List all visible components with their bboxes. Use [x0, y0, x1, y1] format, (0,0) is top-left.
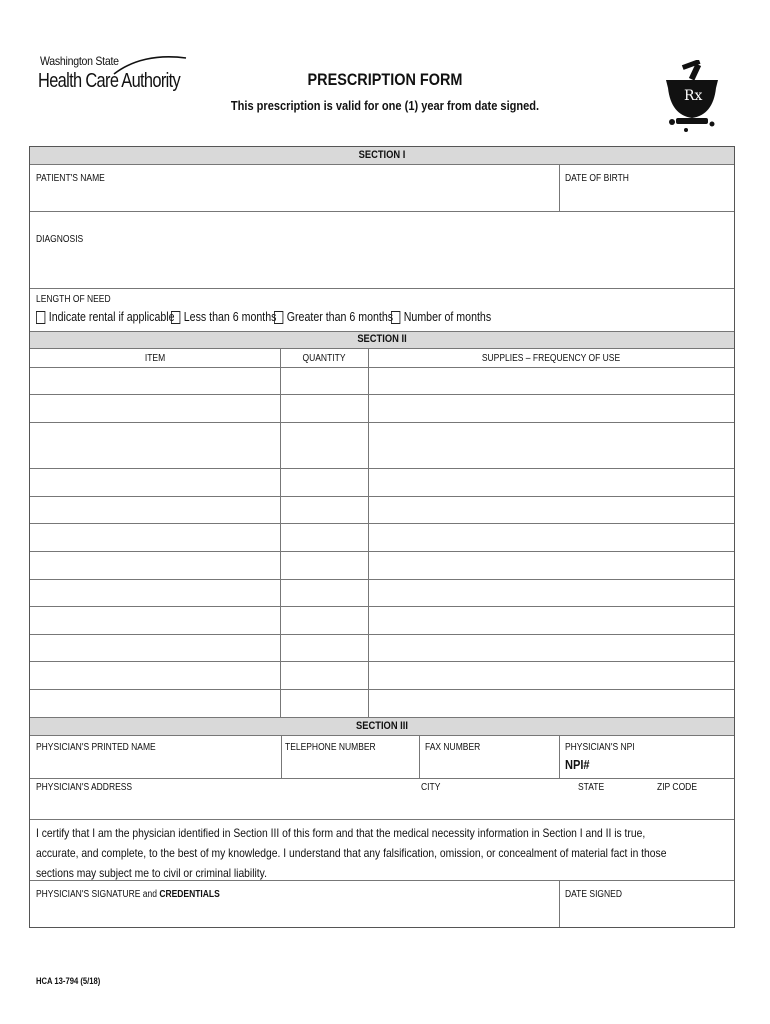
column-item: ITEM — [144, 353, 166, 364]
logo-agency-text: Health Care Authority — [38, 70, 181, 92]
option-rental-label: Indicate rental if applicable — [48, 310, 175, 324]
patient-name-field[interactable] — [30, 165, 559, 211]
table-row[interactable] — [30, 395, 734, 422]
option-greater-label: Greater than 6 months — [286, 310, 394, 324]
rental-checkbox[interactable] — [36, 311, 45, 324]
prescription-form — [29, 146, 735, 928]
signature-label-credentials: CREDENTIALS — [159, 889, 220, 900]
zip-label: ZIP CODE — [657, 782, 697, 793]
table-row[interactable] — [30, 690, 734, 717]
greater-than-6-checkbox[interactable] — [274, 311, 283, 324]
telephone-label: TELEPHONE NUMBER — [285, 742, 376, 753]
length-of-need-label: LENGTH OF NEED — [36, 294, 111, 305]
certification-text: I certify that I am the physician identified in Section III of this form and that the medical necessity information in Section I and II is true, accurate, and complete, to the best of my knowledge. I understand that any falsification, omission, or concealment of material fact in those sections may subject me to civil or criminal liability. — [36, 826, 667, 880]
table-row[interactable] — [30, 580, 734, 606]
column-supplies-frequency: SUPPLIES – FREQUENCY OF USE — [481, 353, 621, 364]
patient-name-label: PATIENT'S NAME — [36, 173, 105, 184]
fax-label: FAX NUMBER — [425, 742, 481, 753]
npi-field[interactable] — [560, 737, 734, 778]
table-row[interactable] — [30, 607, 734, 634]
table-row[interactable] — [30, 524, 734, 551]
signature-label-text: PHYSICIAN'S SIGNATURE and — [36, 889, 160, 900]
option-less-than-6-months[interactable] — [171, 310, 276, 324]
option-rental[interactable] — [36, 310, 175, 324]
table-row[interactable] — [30, 469, 734, 496]
address-label: PHYSICIAN'S ADDRESS — [36, 782, 133, 793]
printed-name-label: PHYSICIAN'S PRINTED NAME — [36, 742, 156, 753]
number-of-months-checkbox[interactable] — [391, 311, 400, 324]
section-2-heading: SECTION II — [357, 333, 407, 345]
dob-field[interactable] — [560, 165, 734, 211]
logo-state-text: Washington State — [40, 54, 119, 68]
npi-label: PHYSICIAN'S NPI — [565, 742, 635, 753]
table-row[interactable] — [30, 662, 734, 689]
date-signed-label: DATE SIGNED — [565, 889, 622, 900]
printed-name-field[interactable] — [30, 737, 281, 778]
diagnosis-field[interactable] — [30, 212, 734, 288]
less-than-6-checkbox[interactable] — [171, 311, 180, 324]
table-row[interactable] — [30, 552, 734, 579]
page-subtitle: This prescription is valid for one (1) year from date signed. — [230, 98, 540, 113]
dob-label: DATE OF BIRTH — [565, 173, 629, 184]
column-quantity: QUANTITY — [302, 353, 346, 364]
option-less-label: Less than 6 months — [183, 310, 277, 324]
address-field[interactable] — [30, 779, 734, 819]
telephone-field[interactable] — [282, 737, 419, 778]
state-label: STATE — [578, 782, 605, 793]
option-greater-than-6-months[interactable] — [274, 310, 393, 324]
npi-prefix: NPI# — [565, 757, 590, 772]
table-row[interactable] — [30, 423, 734, 468]
table-row[interactable] — [30, 497, 734, 523]
city-label: CITY — [421, 782, 441, 793]
option-number-of-months[interactable] — [391, 310, 491, 324]
mortar-pestle-rx-icon — [662, 60, 722, 134]
rx-text: Rx — [684, 88, 703, 104]
date-signed-field[interactable] — [560, 881, 734, 927]
table-row[interactable] — [30, 368, 734, 394]
form-id: HCA 13-794 (5/18) — [36, 976, 101, 986]
section-3-heading: SECTION III — [356, 720, 408, 732]
diagnosis-label: DIAGNOSIS — [36, 234, 84, 245]
page-title: PRESCRIPTION FORM — [307, 70, 463, 89]
fax-field[interactable] — [420, 737, 559, 778]
signature-field[interactable] — [30, 881, 559, 927]
option-number-label: Number of months — [403, 310, 492, 324]
table-row[interactable] — [30, 635, 734, 661]
section-1-heading: SECTION I — [358, 149, 406, 161]
